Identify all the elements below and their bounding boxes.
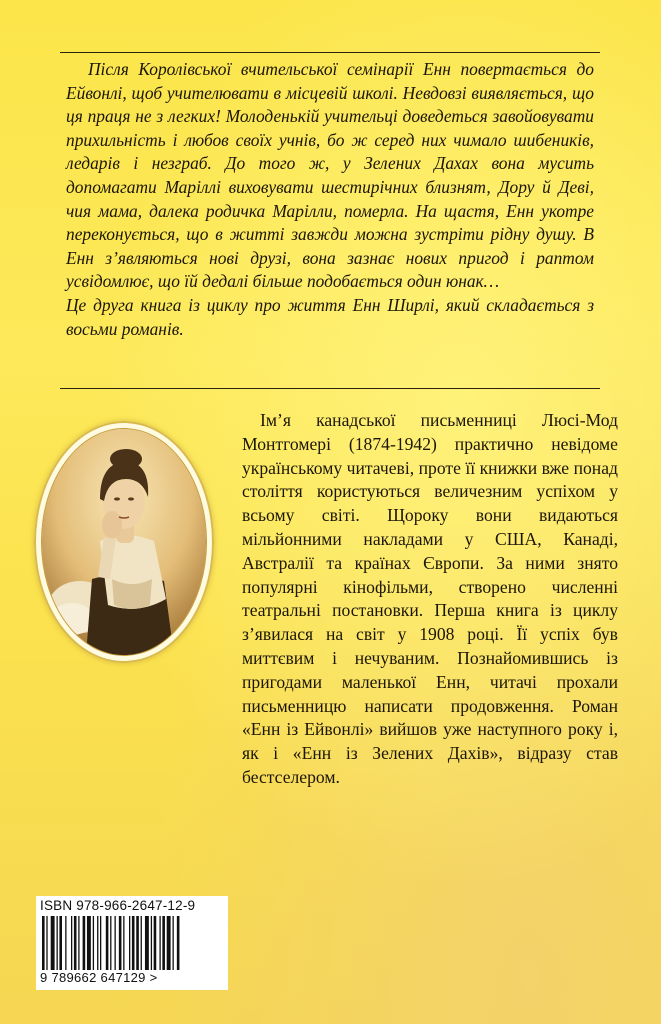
biography-paragraph: Ім’я канадської письменниці Люсі-Мод Монтгомері (1874-1942) практично невідоме українському читачеві, проте її книжки вже понад століття користуються величезним успіхом у всьому світі. Щороку вони видаються мільйонними накладами у США, Канаді, Австралії та країнах Європи. За ними знято популярні кінофільми, створено численні театральні постановки. Перша книга із циклу з’явилася на світ у 1908 році. Її успіх був миттєвим і нечуваним. Познайомившись із пригодами маленької Енн, читачі прохали письменницю написати продовження. Роман «Енн із Ейвонлі» вийшов уже наступного року і, як і «Енн із Зелених Дахів», відразу став бестселером. bbox=[242, 410, 618, 787]
barcode-bars bbox=[42, 916, 222, 970]
author-portrait-image bbox=[42, 429, 206, 655]
author-biography bbox=[242, 409, 618, 790]
isbn-label: ISBN 978-966-2647-12-9 bbox=[40, 898, 196, 913]
annotation-paragraph: Після Королівської вчительської семінарії Енн повертається до Ейвонлі, щоб учителювати в місцевій школі. Невдовзі виявляється, що ця праця не з легких! Молоденькій учительці доведеться завойовувати прихильність і любов своїх учнів, бо ж серед них чимало шибеників, ледарів і незграб. До того ж, у Зелених Дахах вона мусить допомагати Маріллі виховувати шестирічних близнят, Дору й Деві, чия мама, далека родичка Марілли, померла. На щастя, Енн укотре переконується, що в житті завжди можна зустріти рідну душу. В Енн з’являються нові друзі, вона зазнає нових пригод і раптом усвідомлює, що їй дедалі більше подобається один юнак… bbox=[66, 59, 594, 292]
author-portrait bbox=[42, 429, 206, 655]
middle-divider bbox=[60, 388, 600, 389]
top-divider bbox=[60, 52, 600, 53]
annotation-series-note: Це друга книга із циклу про життя Енн Ширлі, який складається з восьми романів. bbox=[66, 294, 594, 339]
book-annotation bbox=[66, 58, 594, 341]
barcode-digits: 9 789662 647129 > bbox=[40, 970, 158, 985]
isbn-barcode bbox=[36, 896, 228, 990]
author-portrait-frame bbox=[34, 421, 214, 663]
